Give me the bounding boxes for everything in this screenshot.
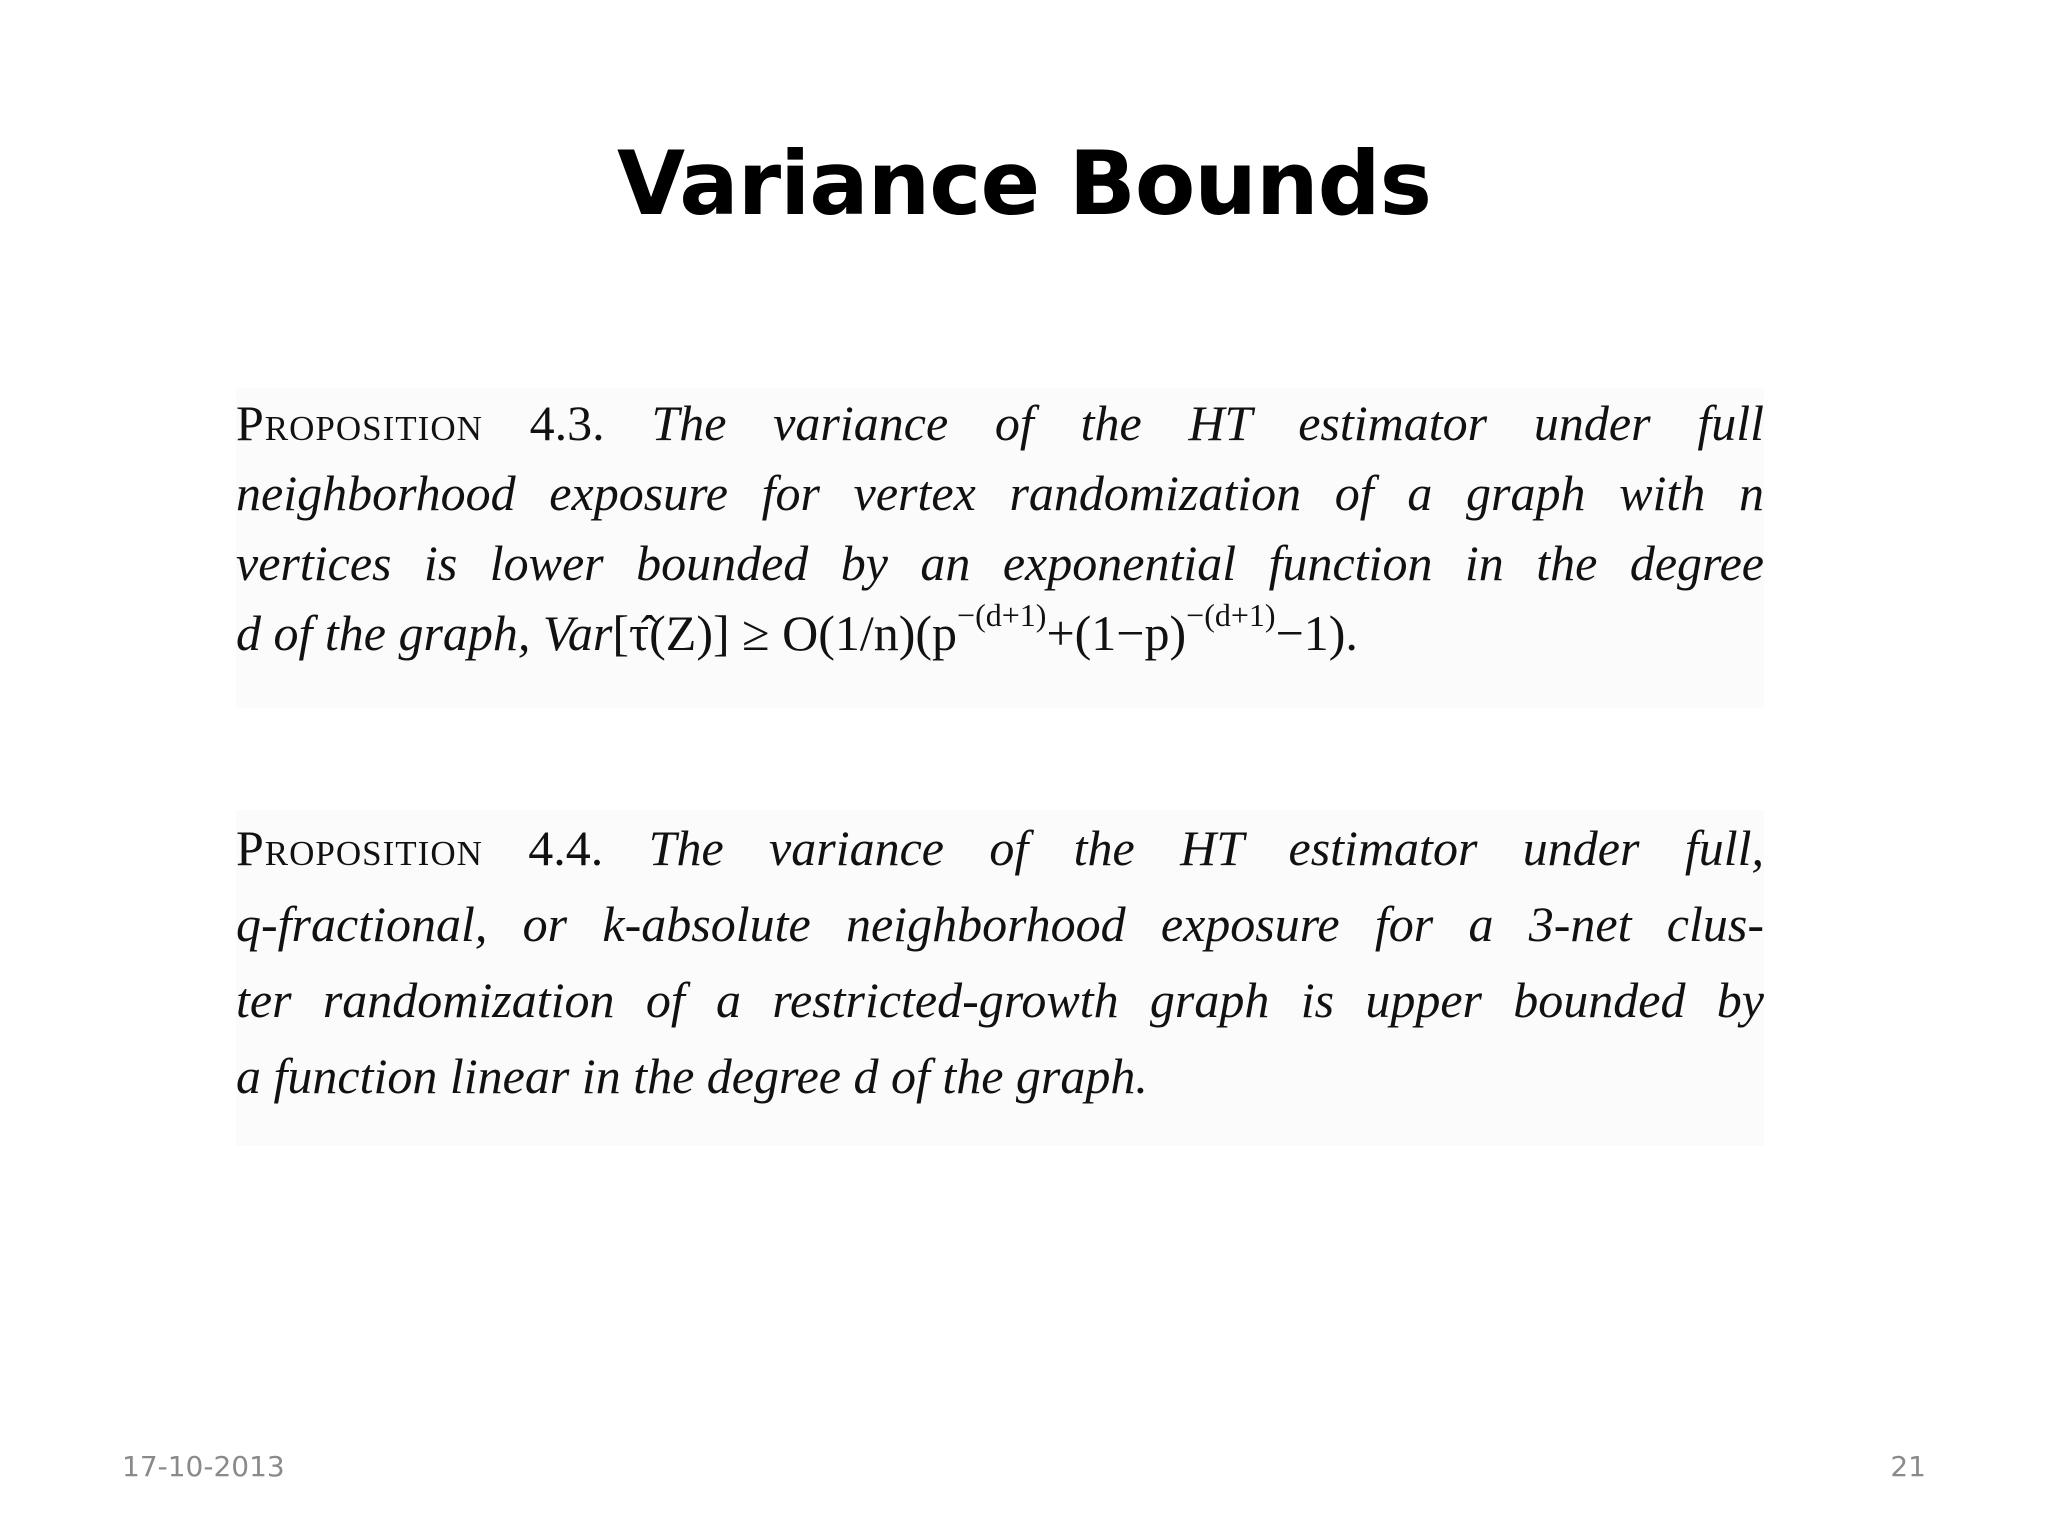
footer-date: 17-10-2013 [122,1450,285,1483]
proposition-label: Proposition [236,395,483,451]
slide-title: Variance Bounds [617,132,1431,235]
proposition-4-4-line-1 [236,810,1764,886]
proposition-4-4-image [236,810,1764,1146]
proposition-text: d of the graph, Var [236,605,613,661]
proposition-4-3-line-1 [236,388,1764,458]
formula-bound: [τ̂(Z)] ≥ O(1/n)(p [612,605,958,661]
formula-middle: +(1−p) [1046,605,1187,661]
variance-formula [612,597,1358,661]
proposition-label: Proposition [236,820,483,876]
proposition-number: 4.3. [529,395,605,451]
footer-page-number: 21 [1890,1450,1926,1483]
proposition-4-3-line-4 [236,598,1764,668]
proposition-number: 4.4. [528,820,604,876]
proposition-4-3-image [236,388,1764,708]
formula-exponent: −(d+1) [957,597,1047,633]
proposition-4-3-line-3: vertices is lower bounded by an exponential function in the degree [236,535,1764,591]
proposition-text: The variance of the HT estimator under full [651,395,1765,451]
proposition-4-4-line-4: a function linear in the degree d of the graph. [236,1048,1148,1104]
proposition-4-4-line-3: ter randomization of a restricted-growth graph is upper bounded by [236,972,1764,1028]
formula-tail: −1). [1275,605,1358,661]
proposition-text: The variance of the HT estimator under full, [648,820,1765,876]
formula-exponent: −(d+1) [1186,597,1276,633]
proposition-4-4-line-2: q-fractional, or k-absolute neighborhood exposure for a 3-net clus- [236,896,1764,952]
proposition-4-3-line-2: neighborhood exposure for vertex randomization of a graph with n [236,465,1764,521]
